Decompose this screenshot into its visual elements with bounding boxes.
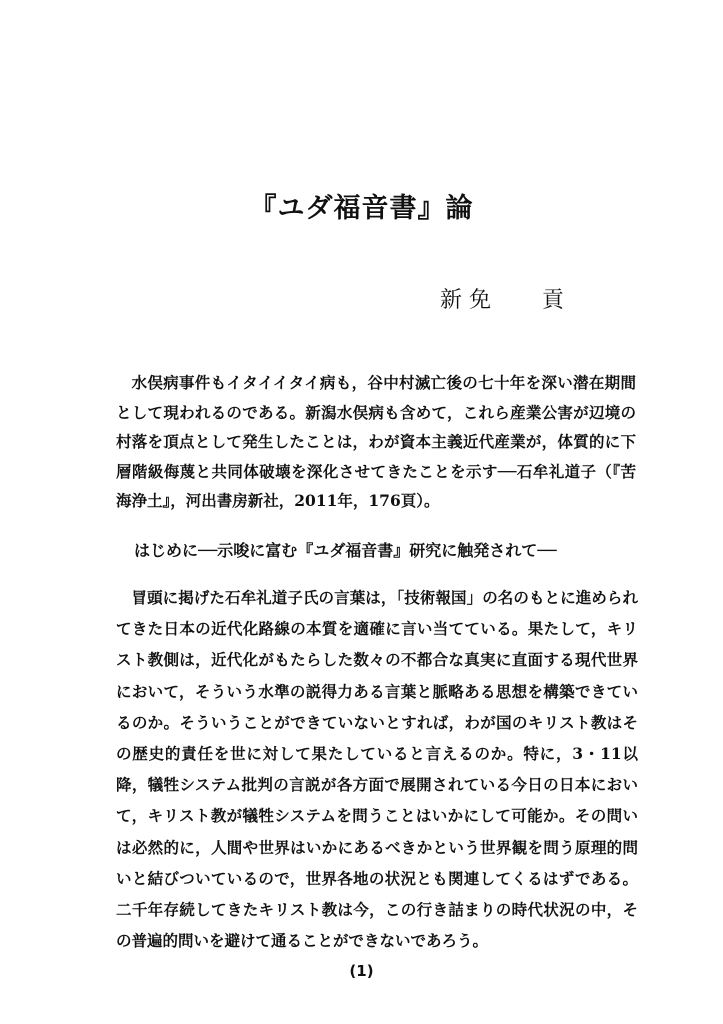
section-heading: はじめに──示唆に富む『ユダ福音書』研究に触発されて── xyxy=(134,541,557,560)
author-name: 新 免 貢 xyxy=(440,288,564,313)
page-title: 『ユダ福音書』論 xyxy=(249,193,474,224)
epigraph-quote xyxy=(116,368,636,516)
epigraph-text: 水俣病事件もイタイイタイ病も，谷中村滅亡後の七十年を深い潜在期間として現われるのである。新潟水俣病も含めて，これら産業公害が辺境の村落を頂点として発生したことは，わが資本主義近代産業が，体質的に下層階級侮蔑と共同体破壊を深化させてきたことを示す──石牟礼道子（『苦海浄土』，河出書房新社，2011年，176頁）。 xyxy=(116,373,636,510)
body-paragraph: 冒頭に掲げた石牟礼道子氏の言葉は，「技術報国」の名のもとに進められてきた日本の近代化路線の本質を適確に言い当てている。果たして，キリスト教側は，近代化がもたらした数々の不都合な真実に直面する現代世界において，そういう水準の説得力ある言葉と脈略ある思想を構築できているのか。そういうことができていないとすれば，わが国のキリスト教はその歴史的責任を世に対して果たしていると言えるのか。特に，3・11以降，犠牲システム批判の言説が各方面で展開されている今日の日本において，キリスト教が犠牲システムを問うことはいかにして可能か。その問いは必然的に，人間や世界はいかにあるべきかという世界観を問う原理的問いと結びついているので，世界各地の状況とも関連してくるはずである。二千年存続してきたキリスト教は今，この行き詰まりの時代状況の中，その普遍的問いを避けて通ることができないであろう。 xyxy=(116,588,638,951)
body-section xyxy=(116,582,638,956)
page-number: (1) xyxy=(349,962,374,980)
